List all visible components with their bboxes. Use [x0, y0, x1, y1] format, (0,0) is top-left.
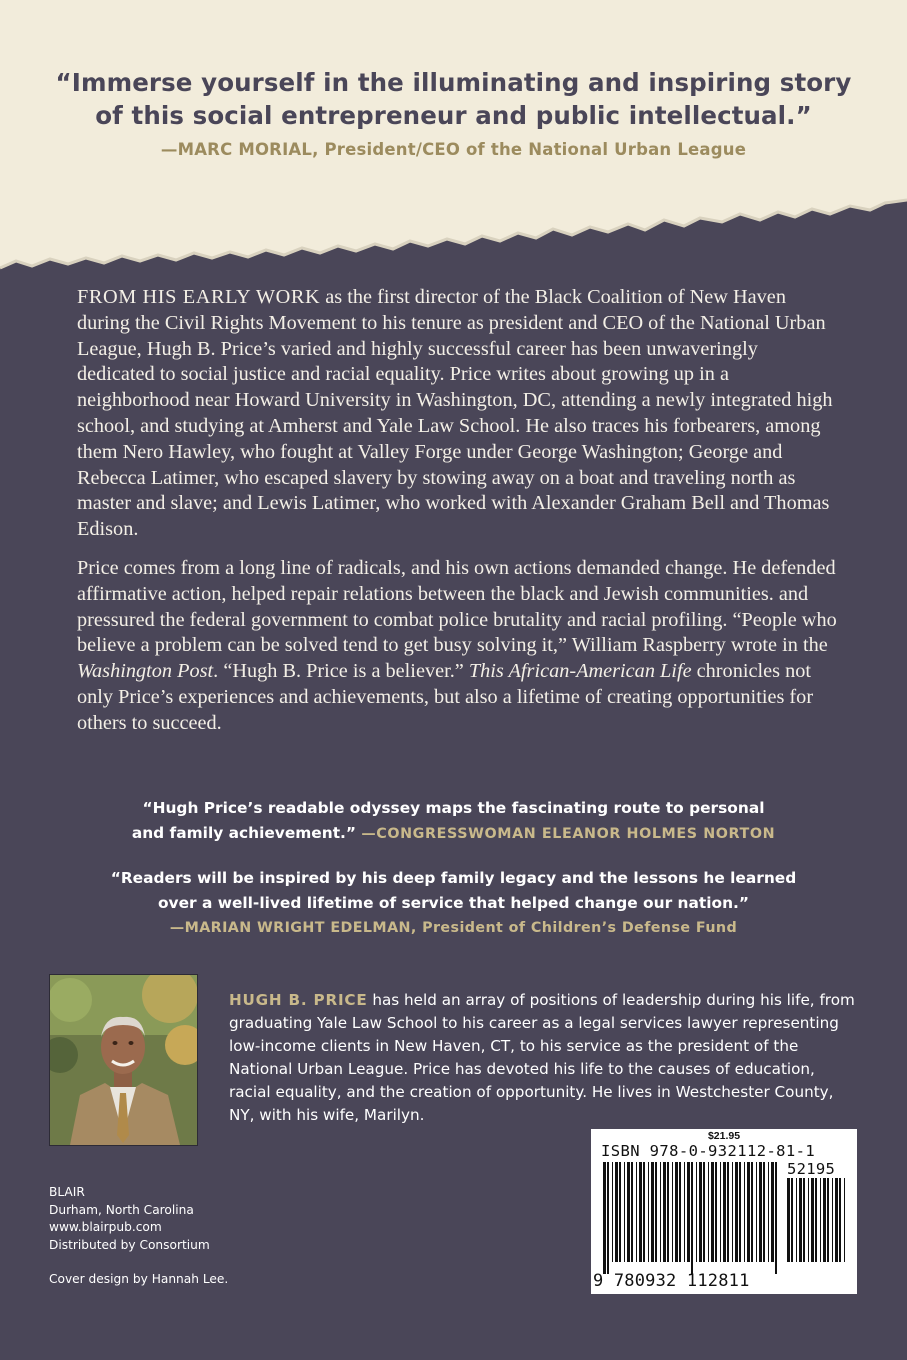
barcode-bar: [723, 1162, 726, 1262]
barcode-bar: [827, 1178, 829, 1262]
barcode-bar: [835, 1178, 838, 1262]
barcode-bar: [739, 1162, 741, 1262]
barcode-bar: [639, 1162, 642, 1262]
author-name: HUGH B. PRICE: [229, 991, 368, 1009]
supplement-barcode-bars: [787, 1178, 847, 1274]
barcode-bar: [691, 1162, 693, 1274]
barcode-bar: [643, 1162, 645, 1262]
description-p2-b: . “Hugh B. Price is a believer.”: [213, 660, 469, 683]
barcode-bar: [651, 1162, 654, 1262]
barcode-bar: [732, 1162, 733, 1262]
barcode-bar: [675, 1162, 678, 1262]
publisher-distributor: Distributed by Consortium: [49, 1237, 210, 1252]
barcode-bar: [791, 1178, 793, 1262]
publisher-website: www.blairpub.com: [49, 1220, 162, 1234]
endorsement-norton: [60, 796, 847, 847]
barcode-price: $21.95: [707, 1130, 741, 1142]
barcode-bar: [631, 1162, 633, 1262]
barcode-bar: [684, 1162, 685, 1262]
description-p1-text: as the first director of the Black Coalition of New Haven during the Civil Rights Movement to his tenure as president and CEO of the National Urban League, Hugh B. Price’s varied and highly successful career has been unwaveringly dedicated to social justice and racial equality. Price writes about growing up in a neighborhood near Howard University in Washington, DC, attending a newly integrated high school, and studying at Amherst and Yale Law School. He also traces his forbearers, among them Nero Hawley, who fought at Valley Forge under George Washington; George and Rebecca Latimer, who escaped slavery by stowing away on a boat and traveling north as master and slave; and Lewis Latimer, who worked with Alexander Graham Bell and Thomas Edison.: [77, 286, 833, 541]
barcode-bar: [832, 1178, 833, 1262]
price-supplement-number: 52195: [787, 1160, 836, 1178]
barcode-bar: [624, 1162, 625, 1262]
top-endorsement: [40, 66, 867, 159]
barcode-bar: [660, 1162, 661, 1262]
barcode-bar: [756, 1162, 757, 1262]
publisher-info: [49, 1184, 210, 1254]
barcode-bar: [815, 1178, 817, 1262]
barcode-bar: [720, 1162, 721, 1262]
barcode-bar: [735, 1162, 738, 1262]
barcode-bar: [667, 1162, 669, 1262]
description-paragraph-2: [77, 556, 837, 737]
blurb2-line-1: “Readers will be inspired by his deep family legacy and the lessons he learned: [110, 869, 797, 887]
author-bio: [229, 989, 859, 1127]
barcode-bar: [607, 1162, 609, 1274]
endorsement-edelman: [60, 866, 847, 941]
barcode-bar: [687, 1162, 690, 1262]
blurb1-line-2: and family achievement.”: [131, 824, 357, 842]
barcode-bar: [823, 1178, 826, 1262]
top-quote-line-2: of this social entrepreneur and public intellectual.”: [95, 101, 812, 130]
barcode-bar: [771, 1162, 774, 1262]
barcode-bar: [844, 1178, 845, 1262]
barcode-bar: [696, 1162, 697, 1262]
blurb1-line-1: “Hugh Price’s readable odyssey maps the fascinating route to personal: [142, 799, 765, 817]
barcode-bar: [703, 1162, 705, 1262]
barcode-bar: [615, 1162, 618, 1262]
top-quote-attribution: —MARC MORIAL, President/CEO of the National Urban League: [160, 140, 747, 159]
description-lead-in: FROM HIS EARLY WORK: [77, 286, 321, 308]
description-p2-c: chronicles not only Price’s experiences and achievements, but also a lifetime of creating opportunities for others to succeed.: [77, 660, 814, 734]
barcode-bar: [699, 1162, 702, 1262]
newspaper-title: Washington Post: [77, 660, 214, 683]
barcode-bar: [820, 1178, 821, 1262]
blurb1-attribution: —CONGRESSWOMAN ELEANOR HOLMES NORTON: [361, 826, 776, 842]
top-quote-line-1: “Immerse yourself in the illuminating and inspiring story: [55, 68, 852, 97]
barcode-bar: [811, 1178, 814, 1262]
barcode-bar: [655, 1162, 657, 1262]
barcode-bar: [796, 1178, 797, 1262]
author-photo: [49, 974, 198, 1146]
book-description: [77, 285, 837, 750]
blurb1-line-2-wrap: [60, 821, 847, 847]
barcode-bar: [744, 1162, 745, 1262]
barcode-bar: [751, 1162, 753, 1262]
barcode-bar: [708, 1162, 709, 1262]
description-paragraph-1: [77, 285, 837, 543]
description-p2-a: Price comes from a long line of radicals, and his own actions demanded change. He defended affirmative action, helped repair relations between the black and Jewish communities. and pressured the federal government to combat police brutality and racial profiling. “People who believe a problem can be solved tend to get busy solving it,” William Raspberry wrote in the: [77, 556, 837, 657]
barcode-bar: [679, 1162, 681, 1262]
barcode-bar: [612, 1162, 613, 1262]
barcode-bar: [787, 1178, 790, 1262]
barcode-bar: [603, 1162, 606, 1274]
barcode-bar: [619, 1162, 621, 1262]
ean-barcode-bars: [603, 1162, 779, 1274]
barcode-bar: [715, 1162, 717, 1262]
cover-design-credit: Cover design by Hannah Lee.: [49, 1272, 229, 1286]
barcode-bar: [627, 1162, 630, 1262]
barcode-bar: [768, 1162, 769, 1262]
publisher-name: BLAIR: [49, 1185, 85, 1199]
barcode-bar: [775, 1162, 777, 1274]
barcode-bar: [648, 1162, 649, 1262]
book-title: This African-American Life: [468, 660, 692, 683]
barcode-bar: [799, 1178, 802, 1262]
blurb2-attribution: —MARIAN WRIGHT EDELMAN, President of Children’s Defense Fund: [169, 920, 738, 936]
author-bio-text: has held an array of positions of leadership during his life, from graduating Yale Law School to his career as a legal services lawyer representing low-income clients in New Haven, CT, to his service as the president of the National Urban League. Price has devoted his life to the causes of education, racial equality, and the creation of opportunity. He lives in Westchester County, NY, with his wife, Marilyn.: [229, 991, 855, 1124]
ean-digits: 9 780932 112811: [593, 1271, 750, 1291]
barcode-bar: [763, 1162, 765, 1262]
barcode-bar: [711, 1162, 714, 1262]
barcode-bar: [808, 1178, 809, 1262]
barcode-bar: [759, 1162, 762, 1262]
barcode-bar: [839, 1178, 841, 1262]
barcode-bar: [663, 1162, 666, 1262]
barcode-bar: [636, 1162, 637, 1262]
isbn-number: ISBN 978-0-932112-81-1: [601, 1142, 816, 1160]
blurb2-line-2: over a well-lived lifetime of service that helped change our nation.”: [157, 894, 750, 912]
barcode-bar: [727, 1162, 729, 1262]
barcode-bar: [747, 1162, 750, 1262]
barcode-bar: [672, 1162, 673, 1262]
barcode-bar: [803, 1178, 805, 1262]
publisher-city: Durham, North Carolina: [49, 1202, 194, 1217]
isbn-barcode: [591, 1129, 857, 1294]
